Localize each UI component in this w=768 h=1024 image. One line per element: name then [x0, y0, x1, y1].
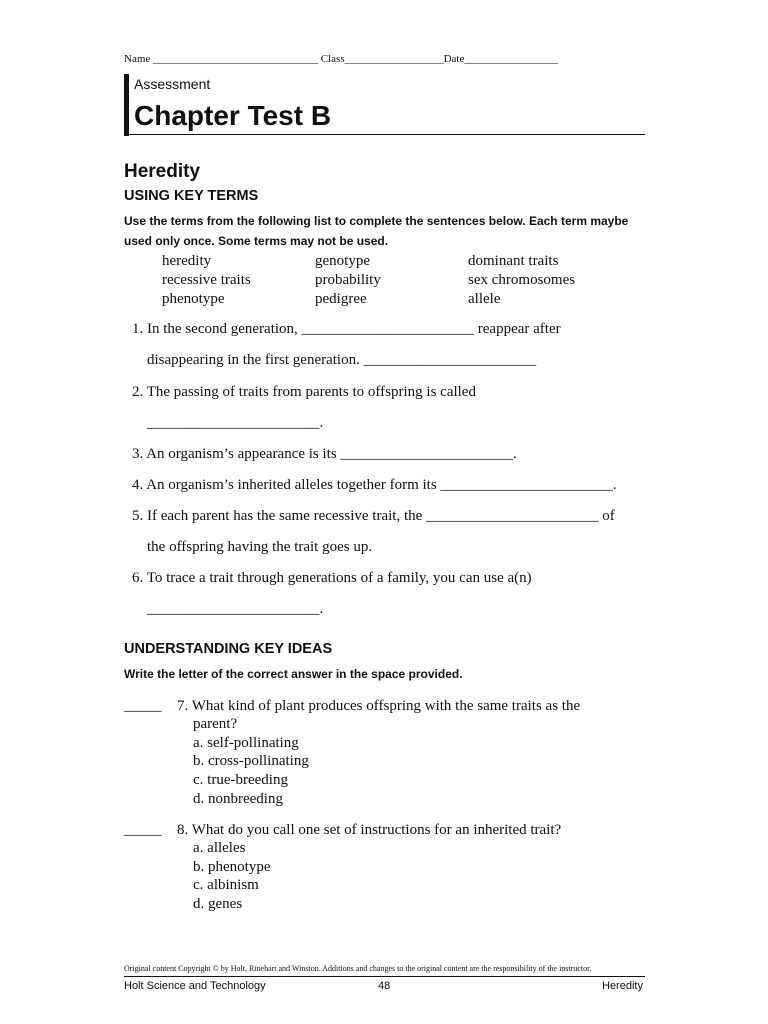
footer-divider: [124, 976, 645, 977]
title-bar: [124, 74, 129, 136]
term-item: probability: [315, 272, 381, 288]
answer-option: c. true-breeding: [193, 772, 288, 788]
question-4: 4. An organism’s inherited alleles together form its _______________________.: [132, 477, 617, 493]
footer-chapter-name: Heredity: [602, 980, 643, 992]
understanding-key-ideas-heading: UNDERSTANDING KEY IDEAS: [124, 641, 333, 657]
question-1-line-1: 1. In the second generation, _______________________ reappear after: [132, 321, 561, 337]
footer-publisher: Holt Science and Technology: [124, 980, 266, 992]
answer-option: b. cross-pollinating: [193, 753, 309, 769]
answer-blank[interactable]: _____: [124, 698, 162, 714]
question-8-line-1: 8. What do you call one set of instructions for an inherited trait?: [177, 822, 562, 838]
using-key-terms-heading: USING KEY TERMS: [124, 188, 259, 204]
section-title: Heredity: [124, 161, 201, 182]
question-1-line-2: disappearing in the first generation. _______________________: [147, 352, 537, 368]
term-item: recessive traits: [162, 272, 251, 288]
copyright-notice: Original content Copyright © by Holt, Rinehart and Winston. Additions and changes to the original content are the responsibility of the instructor.: [124, 964, 592, 973]
question-7-line-2: parent?: [193, 716, 238, 732]
answer-blank[interactable]: _____: [124, 822, 162, 838]
term-item: pedigree: [315, 291, 367, 307]
multiple-choice-instructions: Write the letter of the correct answer in the space provided.: [124, 667, 463, 681]
answer-option: d. genes: [193, 896, 243, 912]
key-terms-instructions: Use the terms from the following list to complete the sentences below. Each term maybe used only once. Some terms may not be used.: [124, 214, 629, 248]
question-6-line-1: 6. To trace a trait through generations of a family, you can use a(n): [132, 570, 532, 586]
answer-option: a. alleles: [193, 840, 246, 856]
answer-option: d. nonbreeding: [193, 791, 283, 807]
question-5-line-2: the offspring having the trait goes up.: [147, 539, 373, 555]
question-7-line-1: 7. What kind of plant produces offspring with the same traits as the: [177, 698, 581, 714]
question-2-line-1: 2. The passing of traits from parents to offspring is called: [132, 384, 476, 400]
answer-option: b. phenotype: [193, 859, 271, 875]
assessment-label: Assessment: [134, 76, 211, 92]
name-class-date-line: Name ______________________________ Class__________________Date_________________: [124, 53, 558, 65]
term-item: phenotype: [162, 291, 225, 307]
term-item: heredity: [162, 253, 212, 269]
page-title: Chapter Test B: [134, 100, 332, 131]
page-number: 48: [378, 980, 391, 992]
term-item: sex chromosomes: [468, 272, 576, 288]
answer-option: c. albinism: [193, 877, 259, 893]
term-item: allele: [468, 291, 501, 307]
term-item: genotype: [315, 253, 370, 269]
question-6-line-2: _______________________.: [147, 601, 324, 617]
answer-option: a. self-pollinating: [193, 735, 299, 751]
term-item: dominant traits: [468, 253, 559, 269]
title-divider: [124, 134, 645, 135]
question-5-line-1: 5. If each parent has the same recessive trait, the _______________________ of: [132, 508, 615, 524]
question-3: 3. An organism’s appearance is its _______________________.: [132, 446, 517, 462]
question-2-line-2: _______________________.: [147, 415, 324, 431]
